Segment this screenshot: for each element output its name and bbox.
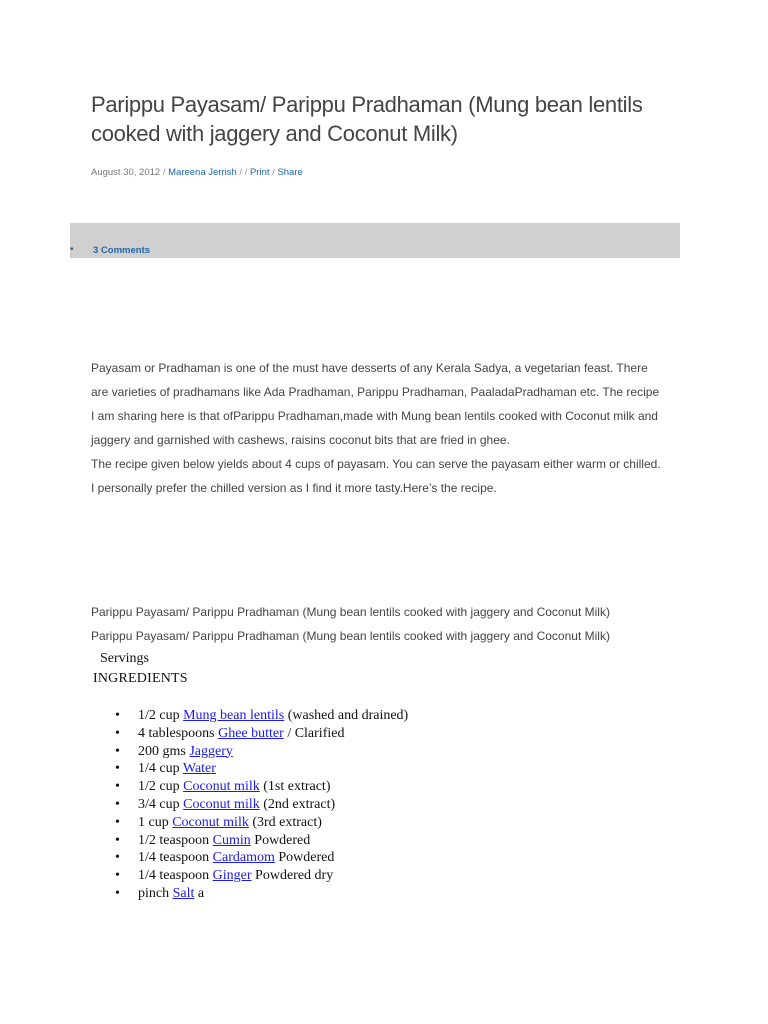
ingredient-item (115, 832, 408, 850)
ingredient-item (115, 849, 408, 867)
share-link[interactable]: Share (277, 167, 303, 178)
ingredient-item (115, 885, 408, 903)
ingredient-item (115, 760, 408, 778)
ingredients-list (115, 707, 408, 903)
ingredient-link[interactable]: Coconut milk (183, 779, 260, 795)
ingredient-note: / Clarified (283, 725, 345, 741)
ingredient-note: a (194, 885, 205, 901)
comments-bullet: • (70, 244, 74, 255)
list-bullet: • (115, 796, 120, 812)
post-date: August 30, 2012 (91, 167, 161, 178)
ingredient-quantity: 1 cup (138, 814, 173, 830)
ingredient-note: (1st extract) (259, 779, 331, 795)
list-bullet: • (115, 868, 120, 884)
ingredient-note: (3rd extract) (248, 814, 322, 830)
ingredient-link[interactable]: Salt (172, 885, 195, 901)
recipe-title: Parippu Payasam/ Parippu Pradhaman (Mung bean lentils cooked with jaggery and Coconut Milk) (91, 629, 610, 643)
ingredient-quantity: 1/4 teaspoon (138, 850, 213, 866)
page-title: Parippu Payasam/ Parippu Pradhaman (Mung bean lentils cooked with jaggery and Coconut Milk) (91, 92, 643, 146)
meta-separator: / (269, 167, 278, 178)
comments-link[interactable]: 3 Comments (93, 245, 151, 256)
print-link[interactable]: Print (249, 167, 270, 178)
ingredient-link[interactable]: Coconut milk (172, 814, 249, 830)
ingredient-quantity: 200 gms (138, 743, 190, 759)
list-bullet: • (115, 761, 120, 777)
list-bullet: • (115, 779, 120, 795)
ingredient-item (115, 867, 408, 885)
comments-bar (70, 223, 680, 258)
ingredient-note: Powdered dry (251, 868, 334, 884)
ingredient-link[interactable]: Mung bean lentils (183, 708, 285, 723)
ingredient-link[interactable]: Coconut milk (183, 796, 260, 812)
ingredient-quantity: 1/4 teaspoon (138, 868, 213, 884)
post-meta (91, 167, 303, 178)
ingredients-heading: INGREDIENTS (93, 671, 188, 686)
ingredient-link[interactable]: Water (182, 761, 216, 777)
intro-paragraph: Payasam or Pradhaman is one of the must have desserts of any Kerala Sadya, a vegetarian feast. There are varieties of pradhamans like Ada Pradhaman, Parippu Pradhaman, PaaladaPradhaman etc. The recipe I am sharing here is that ofParippu Pradhaman,made with Mung bean lentils cooked with Coconut milk and jaggery and garnished with cashews, raisins coconut bits that are fried in ghee. (91, 361, 660, 447)
list-bullet: • (115, 850, 120, 866)
ingredient-item (115, 725, 408, 743)
author-link[interactable]: Mareena Jerrish (168, 167, 237, 178)
recipe-title: Parippu Payasam/ Parippu Pradhaman (Mung bean lentils cooked with jaggery and Coconut Milk) (91, 605, 610, 619)
ingredient-link[interactable]: Jaggery (189, 743, 233, 759)
list-bullet: • (115, 885, 120, 901)
ingredient-quantity: 3/4 cup (138, 796, 184, 812)
ingredient-note: (2nd extract) (259, 796, 336, 812)
ingredient-link[interactable]: Cardamom (212, 850, 275, 866)
ingredient-note: Powdered (250, 832, 311, 848)
list-bullet: • (115, 814, 120, 830)
intro-text (91, 356, 661, 500)
meta-separator: / / (236, 167, 250, 178)
list-bullet: • (115, 743, 120, 759)
ingredient-quantity: 1/4 cup (138, 761, 183, 777)
ingredient-note: (washed and drained) (284, 708, 409, 723)
ingredient-item (115, 814, 408, 832)
servings-label: Servings (100, 651, 149, 666)
ingredient-quantity: pinch (138, 885, 173, 901)
intro-paragraph: The recipe given below yields about 4 cups of payasam. You can serve the payasam either warm or chilled. I personally prefer the chilled version as I find it more tasty.Here’s the recipe. (91, 457, 661, 495)
list-bullet: • (115, 725, 120, 741)
ingredient-link[interactable]: Cumin (212, 832, 251, 848)
list-bullet: • (115, 708, 120, 723)
ingredient-link[interactable]: Ginger (212, 868, 252, 884)
list-bullet: • (115, 832, 120, 848)
ingredient-item (115, 778, 408, 796)
ingredient-link[interactable]: Ghee butter (218, 725, 284, 741)
ingredient-item (115, 796, 408, 814)
ingredient-quantity: 1/2 teaspoon (138, 832, 213, 848)
ingredient-quantity: 1/2 cup (138, 708, 184, 723)
ingredient-item (115, 743, 408, 761)
meta-separator: / (160, 167, 169, 178)
ingredient-quantity: 4 tablespoons (138, 725, 219, 741)
ingredient-note: Powdered (274, 850, 335, 866)
ingredient-quantity: 1/2 cup (138, 779, 184, 795)
ingredient-item (115, 707, 408, 725)
